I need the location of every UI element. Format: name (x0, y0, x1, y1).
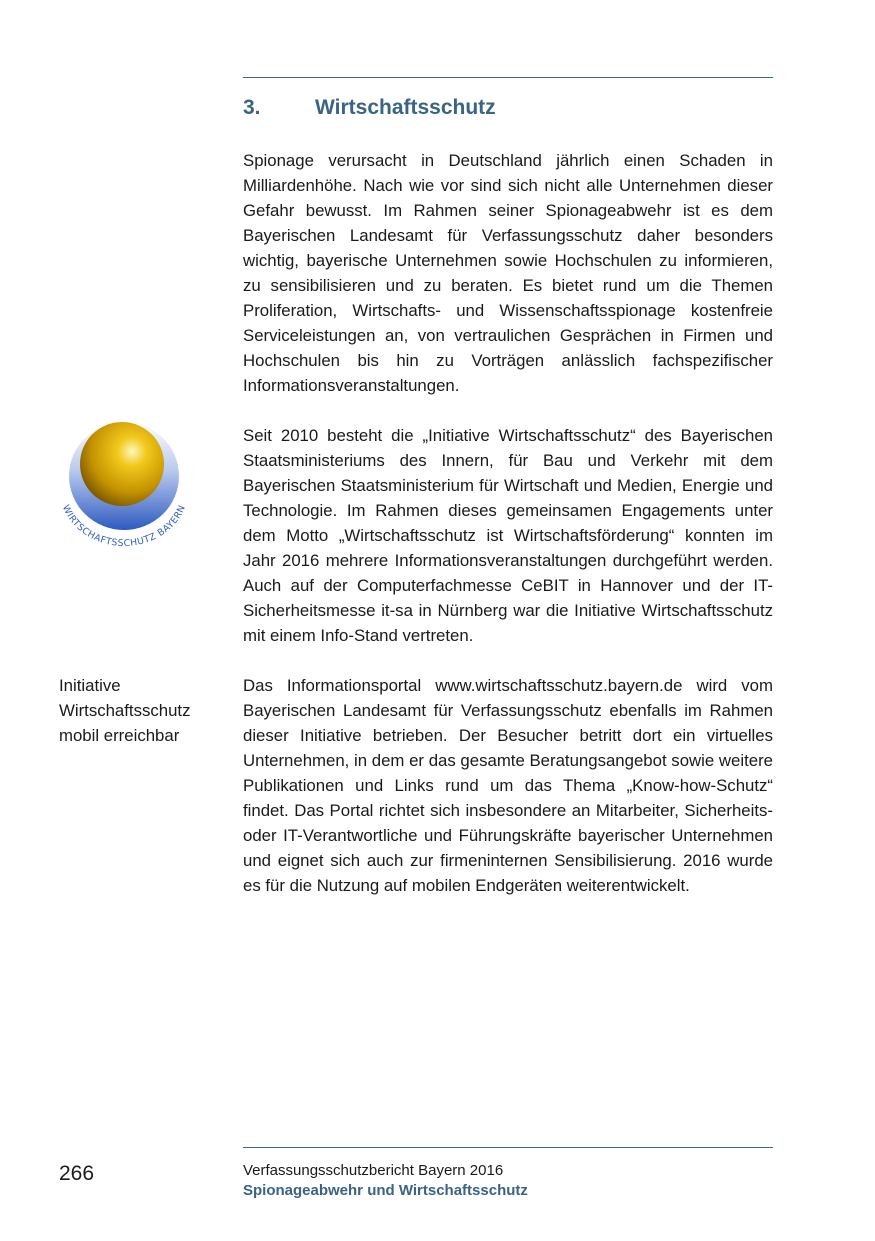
footer-chapter-title: Spionageabwehr und Wirtschaftsschutz (243, 1182, 528, 1199)
section-title: Wirtschaftsschutz (315, 96, 496, 119)
footer-rule (243, 1147, 773, 1148)
paragraph-3: Das Informationsportal www.wirtschaftsschutz.bayern.de wird vom Bayerischen Landesamt für Verfassungsschutz ebenfalls im Rahmen dieser Initiative betrieben. Der Besucher betritt dort ein virtuelles Unternehmen, in dem er das gesamte Beratungsangebot sowie weitere Publikationen und Links rund um das Thema „Know-how-Schutz“ findet. Das Portal richtet sich insbesondere an Mitarbeiter, Sicherheits- oder IT-Verantwortliche und Führungskräfte bayerischer Unternehmen und eignet sich auch zur firmeninternen Sensibilisierung. 2016 wurde es für die Nutzung auf mobilen Endgeräten weiterentwickelt. (243, 676, 773, 895)
paragraph-2: Seit 2010 besteht die „Initiative Wirtschaftsschutz“ des Bayerischen Staatsministeriums des Innern, für Bau und Verkehr mit dem Bayerischen Staatsministerium für Wirtschaft und Medien, Energie und Technologie. Im Rahmen dieses gemeinsamen Engagements unter dem Motto „Wirtschaftsschutz ist Wirtschaftsförderung“ konnten im Jahr 2016 mehrere Informationsveranstaltungen durchgeführt werden. Auch auf der Computerfachmesse CeBIT in Hannover und der IT-Sicherheitsmesse it-sa in Nürnberg war die Initiative Wirtschaftsschutz mit einem Info-Stand vertreten. (243, 426, 773, 645)
page-number: 266 (59, 1162, 95, 1185)
section-number: 3. (243, 96, 261, 119)
top-rule (243, 77, 773, 78)
section-heading (243, 96, 496, 120)
margin-note: Initiative Wirtschaftsschutz mobil erreichbar (59, 676, 191, 745)
footer-publication-title: Verfassungsschutzbericht Bayern 2016 (243, 1162, 504, 1179)
logo-text: WIRTSCHAFTSSCHUTZ BAYERN (59, 503, 188, 550)
logo-sphere (80, 422, 164, 506)
paragraph-1: Spionage verursacht in Deutschland jährlich einen Schaden in Milliardenhöhe. Nach wie vor sind sich nicht alle Unternehmen dieser Gefahr bewusst. Im Rahmen seiner Spionageabwehr ist es dem Bayerischen Landesamt für Verfassungsschutz daher besonders wichtig, bayerische Unternehmen sowie Hochschulen zu informieren, zu sensibilisieren und zu beraten. Es bietet rund um die Themen Proliferation, Wirtschafts- und Wissenschaftsspionage kostenfreie Serviceleistungen an, von vertraulichen Gesprächen in Firmen und Hochschulen bis hin zu Vorträgen anlässlich fachspezifischer Informationsveranstaltungen. (243, 151, 773, 395)
wirtschaftsschutz-logo (52, 418, 196, 550)
